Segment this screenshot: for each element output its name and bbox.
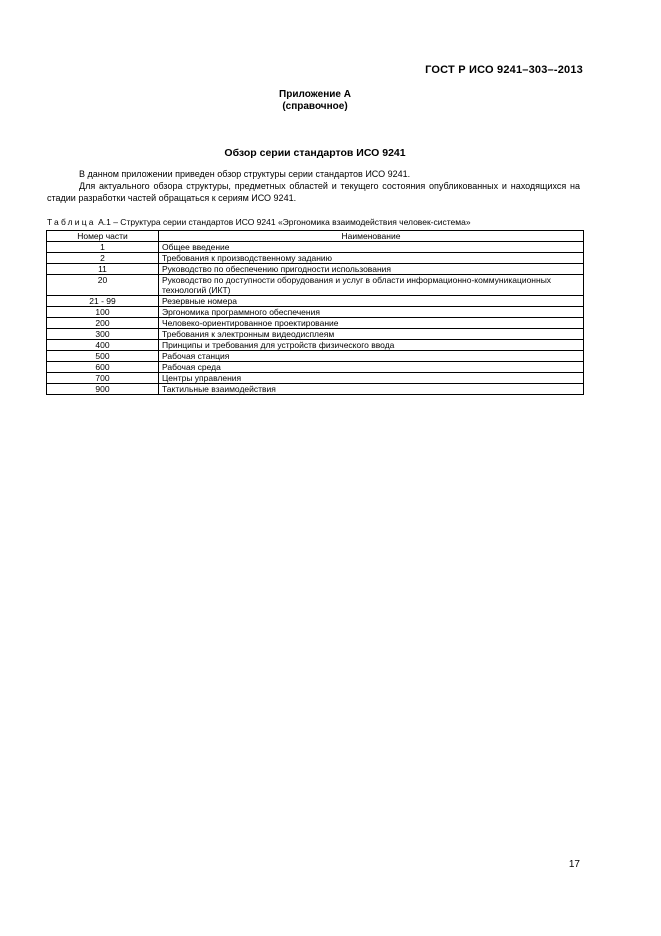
intro-paragraph-1: В данном приложении приведен обзор структуры серии стандартов ИСО 9241. — [79, 169, 411, 179]
part-name-cell: Требования к электронным видеодисплеям — [159, 329, 584, 340]
part-number-cell: 200 — [47, 318, 159, 329]
part-name-cell: Эргономика программного обеспечения — [159, 307, 584, 318]
header-part-number: Номер части — [47, 231, 159, 242]
part-name-cell: Центры управления — [159, 373, 584, 384]
part-number-cell: 600 — [47, 362, 159, 373]
part-name-cell: Общее введение — [159, 242, 584, 253]
table-row — [47, 242, 584, 253]
table-row — [47, 264, 584, 275]
intro-paragraph-2: Для актуального обзора структуры, предметных областей и текущего состояния опубликованных и находящихся на стадии разработки частей обращаться к сериям ИСО 9241. — [47, 181, 580, 203]
intro-text — [47, 168, 580, 204]
table-row — [47, 384, 584, 395]
table-row — [47, 296, 584, 307]
document-code: ГОСТ Р ИСО 9241–303–-2013 — [425, 64, 583, 76]
part-number-cell: 20 — [47, 275, 159, 296]
part-name-cell: Рабочая среда — [159, 362, 584, 373]
part-number-cell: 900 — [47, 384, 159, 395]
part-number-cell: 300 — [47, 329, 159, 340]
table-row — [47, 351, 584, 362]
series-structure-table — [46, 230, 584, 395]
part-name-cell: Руководство по доступности оборудования и услуг в области информационно-коммуникационных технологий (ИКТ) — [159, 275, 584, 296]
part-name-cell: Руководство по обеспечению пригодности использования — [159, 264, 584, 275]
section-title: Обзор серии стандартов ИСО 9241 — [224, 147, 406, 159]
table-row — [47, 362, 584, 373]
part-number-cell: 11 — [47, 264, 159, 275]
page-number: 17 — [568, 859, 580, 870]
table-caption — [47, 217, 471, 227]
table-row — [47, 318, 584, 329]
part-number-cell: 700 — [47, 373, 159, 384]
part-number-cell: 21 - 99 — [47, 296, 159, 307]
table-caption-prefix: Таблица — [47, 217, 96, 227]
table-row — [47, 329, 584, 340]
appendix-title: Приложение А — [279, 89, 351, 100]
part-number-cell: 2 — [47, 253, 159, 264]
part-name-cell: Требования к производственному заданию — [159, 253, 584, 264]
header-name: Наименование — [159, 231, 584, 242]
part-name-cell: Принципы и требования для устройств физического ввода — [159, 340, 584, 351]
part-number-cell: 400 — [47, 340, 159, 351]
appendix-heading — [0, 89, 630, 113]
table-row — [47, 340, 584, 351]
part-name-cell: Рабочая станция — [159, 351, 584, 362]
part-name-cell: Резервные номера — [159, 296, 584, 307]
part-number-cell: 1 — [47, 242, 159, 253]
part-name-cell: Тактильные взаимодействия — [159, 384, 584, 395]
table-caption-text: А.1 – Структура серии стандартов ИСО 9241 «Эргономика взаимодействия человек-система» — [95, 217, 471, 227]
part-number-cell: 100 — [47, 307, 159, 318]
part-number-cell: 500 — [47, 351, 159, 362]
table-row — [47, 373, 584, 384]
part-name-cell: Человеко-ориентированное проектирование — [159, 318, 584, 329]
table-row — [47, 253, 584, 264]
table-row — [47, 275, 584, 296]
table-row — [47, 307, 584, 318]
table-header-row — [47, 231, 584, 242]
appendix-subtitle: (справочное) — [282, 101, 348, 112]
